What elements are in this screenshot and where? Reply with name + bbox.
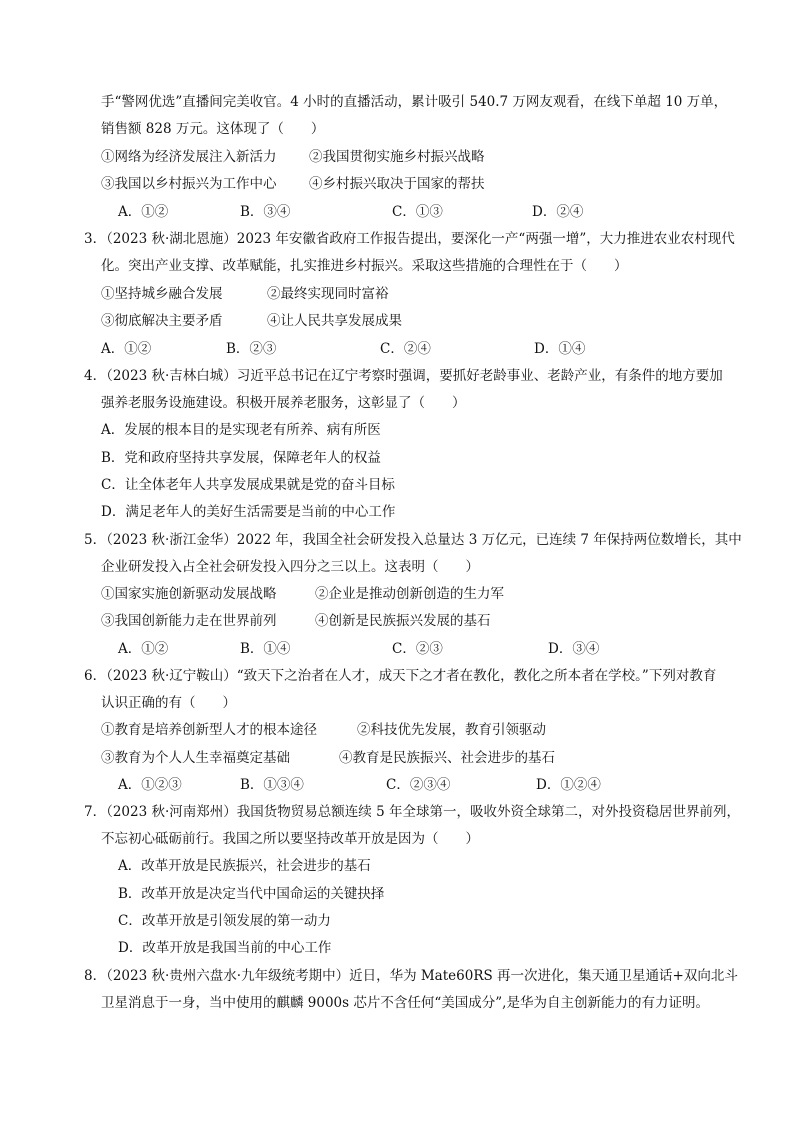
q5-stem-line2: 企业研发投入占全社会研发投入四分之三以上。这表明（ ） [101, 559, 479, 575]
q5-option-3: ③我国创新能力走在世界前列 [101, 613, 277, 629]
q6-options-row1 [101, 720, 546, 740]
q8-stem-line1: 8．（2023 秋·贵州六盘水·九年级统考期中）近日，华为 Mate60RS 再一次进化，集天通卫星通话+双向北斗 [84, 968, 738, 984]
q5-option-4: ④创新是民族振兴发展的基石 [315, 613, 491, 629]
q4-choice-c[interactable]: C．让全体老年人共享发展成果就是党的奋斗目标 [101, 477, 395, 493]
q2-choice-c[interactable]: C．①③ [392, 204, 443, 220]
q2-choices [118, 202, 583, 222]
q7-stem-line1: 7．（2023 秋·河南郑州）我国货物贸易总额连续 5 年全球第一，吸收外资全球第二，对外投资稳居世界前列， [84, 804, 740, 820]
q4-choice-d[interactable]: D．满足老年人的美好生活需要是当前的中心工作 [101, 504, 396, 520]
q3-choice-a[interactable]: A．①② [101, 341, 152, 357]
q4-choice-a[interactable]: A．发展的根本目的是实现老有所养、病有所医 [101, 422, 381, 438]
q6-option-4: ④教育是民族振兴、社会进步的基石 [339, 750, 555, 766]
q4-stem-line1: 4．（2023 秋·吉林白城）习近平总书记在辽宁考察时强调，要抓好老龄事业、老龄产业，有条件的地方要加 [84, 368, 723, 384]
q3-choice-b[interactable]: B．②③ [226, 341, 277, 357]
q3-option-3: ③彻底解决主要矛盾 [101, 313, 223, 329]
q6-choice-d[interactable]: D．①②④ [536, 777, 601, 793]
q4-choice-b[interactable]: B．党和政府坚持共享发展，保障老年人的权益 [101, 450, 381, 466]
q3-choices [101, 339, 585, 359]
q2-options-row2 [101, 174, 485, 194]
q2-option-3: ③我国以乡村振兴为工作中心 [101, 176, 277, 192]
q4-stem-line2: 强养老服务设施建设。积极开展养老服务，这彰显了（ ） [101, 395, 466, 411]
q5-options-row1 [101, 584, 504, 604]
q7-choice-a[interactable]: A．改革开放是民族振兴，社会进步的基石 [118, 858, 371, 874]
q2-options-row1 [101, 147, 485, 167]
q2-option-1: ①网络为经济发展注入新活力 [101, 149, 277, 165]
q7-choice-b[interactable]: B．改革开放是决定当代中国命运的关键抉择 [118, 886, 385, 902]
q2-choice-d[interactable]: D．②④ [532, 204, 584, 220]
q3-options-row1 [101, 284, 389, 304]
q6-option-3: ③教育为个人人生幸福奠定基础 [101, 750, 290, 766]
q5-choice-c[interactable]: C．②③ [392, 641, 443, 657]
q7-choice-d[interactable]: D．改革开放是我国当前的中心工作 [118, 940, 332, 956]
q8-stem-line2: 卫星消息于一身，当中使用的麒麟 9000s 芯片不含任何“美国成分”,是华为自主创新能力的有力证明。 [101, 995, 709, 1011]
q5-option-2: ②企业是推动创新创造的生力军 [315, 586, 504, 602]
q7-choice-c[interactable]: C．改革开放是引领发展的第一动力 [118, 913, 331, 929]
q2-choice-a[interactable]: A．①② [118, 204, 169, 220]
q5-choice-b[interactable]: B．①④ [240, 641, 291, 657]
q3-option-2: ②最终实现同时富裕 [267, 286, 389, 302]
q7-stem-line2: 不忘初心砥砺前行。我国之所以要坚持改革开放是因为（ ） [101, 831, 479, 847]
q2-option-4: ④乡村振兴取决于国家的帮扶 [309, 176, 485, 192]
q2-option-2: ②我国贯彻实施乡村振兴战略 [309, 149, 485, 165]
q5-choices [118, 639, 599, 659]
q2-stem-line1: 手“警网优选”直播间完美收官。4 小时的直播活动，累计吸引 540.7 万网友观看，在线下单超 10 万单， [101, 94, 728, 110]
q3-option-4: ④让人民共享发展成果 [267, 313, 402, 329]
q6-choice-a[interactable]: A．①②③ [118, 777, 182, 793]
q6-stem-line1: 6．（2023 秋·辽宁鞍山）“致天下之治者在人才，成天下之才者在教化，教化之所本者在学校。”下列对教育 [84, 668, 717, 684]
q2-choice-b[interactable]: B．③④ [240, 204, 291, 220]
q6-choice-b[interactable]: B．①③④ [240, 777, 304, 793]
q3-choice-c[interactable]: C．②④ [380, 341, 431, 357]
q6-choices [118, 775, 601, 795]
q3-stem-line1: 3．（2023 秋·湖北恩施）2023 年安徽省政府工作报告提出，要深化一产“两强一增”，大力推进农业农村现代 [84, 231, 735, 247]
q6-option-2: ②科技优先发展，教育引领驱动 [357, 722, 546, 738]
q5-options-row2 [101, 611, 491, 631]
q6-option-1: ①教育是培养创新型人才的根本途径 [101, 722, 317, 738]
q3-stem-line2: 化。突出产业支撑、改革赋能，扎实推进乡村振兴。采取这些措施的合理性在于（ ） [101, 258, 628, 274]
q5-choice-a[interactable]: A．①② [118, 641, 169, 657]
q5-option-1: ①国家实施创新驱动发展战略 [101, 586, 277, 602]
q2-stem-line2: 销售额 828 万元。这体现了（ ） [101, 121, 325, 137]
q3-option-1: ①坚持城乡融合发展 [101, 286, 223, 302]
q5-choice-d[interactable]: D．③④ [548, 641, 600, 657]
q6-options-row2 [101, 748, 555, 768]
q5-stem-line1: 5．（2023 秋·浙江金华）2022 年，我国全社会研发投入总量达 3 万亿元，已连续 7 年保持两位数增长，其中 [84, 532, 742, 548]
q6-choice-c[interactable]: C．②③④ [386, 777, 451, 793]
q3-choice-d[interactable]: D．①④ [534, 341, 586, 357]
q6-stem-line2: 认识正确的有（ ） [101, 695, 236, 711]
q3-options-row2 [101, 311, 402, 331]
